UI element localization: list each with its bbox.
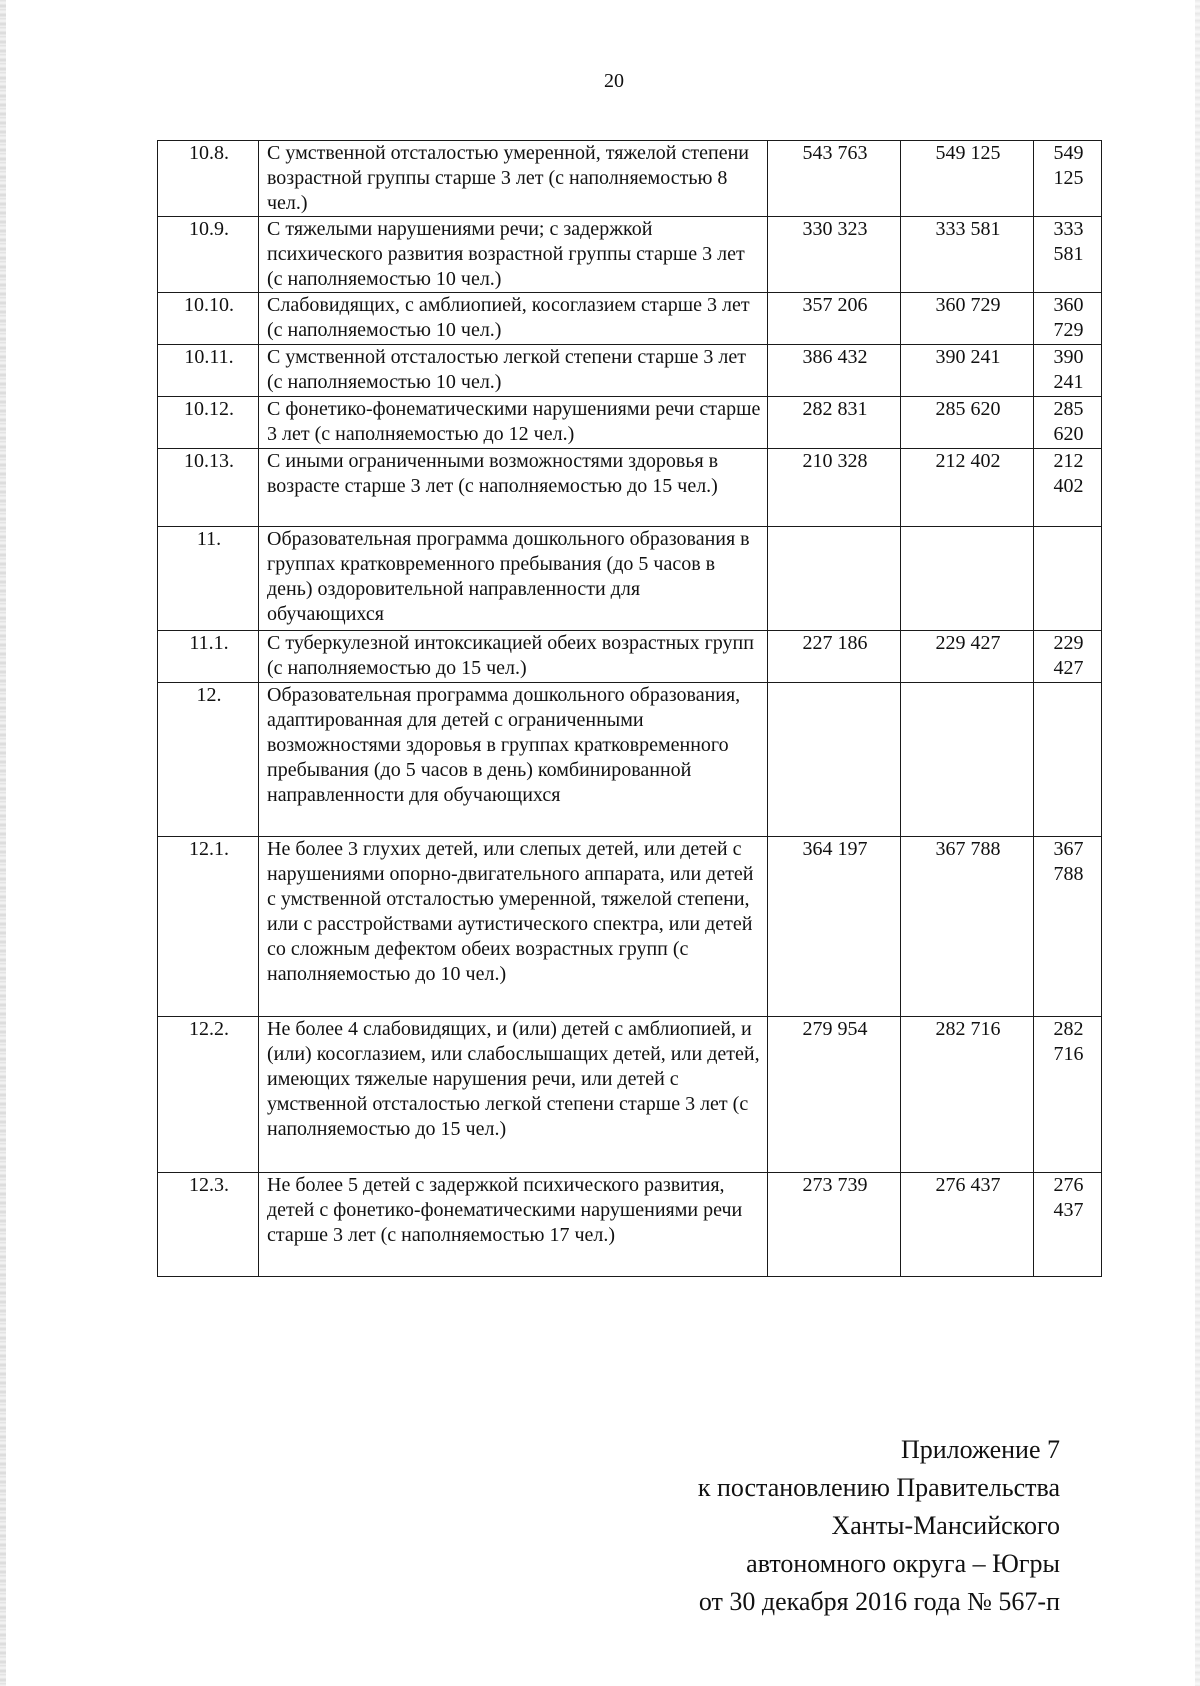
row-description: Слабовидящих, с амблиопией, косоглазием старше 3 лет (с наполняемостью 10 чел.) bbox=[259, 293, 768, 345]
row-number: 10.9. bbox=[158, 217, 259, 293]
row-value-2: 282 716 bbox=[901, 1017, 1034, 1173]
row-description: С иными ограниченными возможностями здоровья в возрасте старше 3 лет (с наполняемостью до 15 чел.) bbox=[259, 449, 768, 527]
row-value-2: 360 729 bbox=[901, 293, 1034, 345]
row-description: Не более 4 слабовидящих, и (или) детей с амблиопией, и (или) косоглазием, или слабослышащих детей, или детей, имеющих тяжелые нарушения речи, или детей с умственной отсталостью легкой степени старше 3 лет (с наполняемостью до 15 чел.) bbox=[259, 1017, 768, 1173]
row-value-1: 357 206 bbox=[768, 293, 901, 345]
row-description: Не более 5 детей с задержкой психического развития, детей с фонетико-фонематическими нарушениями речи старше 3 лет (с наполняемостью 17 чел.) bbox=[259, 1173, 768, 1277]
row-value-1: 210 328 bbox=[768, 449, 901, 527]
row-description: С туберкулезной интоксикацией обеих возрастных групп (с наполняемостью до 15 чел.) bbox=[259, 631, 768, 683]
row-description: С умственной отсталостью легкой степени старше 3 лет (с наполняемостью 10 чел.) bbox=[259, 345, 768, 397]
row-number: 10.11. bbox=[158, 345, 259, 397]
row-description: С умственной отсталостью умеренной, тяжелой степени возрастной группы старше 3 лет (с наполняемостью 8 чел.) bbox=[259, 141, 768, 217]
row-value-2: 285 620 bbox=[901, 397, 1034, 449]
tariff-table bbox=[157, 140, 1102, 1277]
row-value-3: 229 427 bbox=[1034, 631, 1102, 683]
row-value-3: 367 788 bbox=[1034, 837, 1102, 1017]
row-value-1: 364 197 bbox=[768, 837, 901, 1017]
row-value-1: 227 186 bbox=[768, 631, 901, 683]
row-value-3: 285 620 bbox=[1034, 397, 1102, 449]
appendix-reference bbox=[698, 1431, 1060, 1621]
table-row bbox=[158, 217, 1102, 293]
table-row bbox=[158, 345, 1102, 397]
row-description: Образовательная программа дошкольного образования, адаптированная для детей с ограниченными возможностями здоровья в группах кратковременного пребывания (до 5 часов в день) комбинированной направленности для обучающихся bbox=[259, 683, 768, 837]
row-value-2: 390 241 bbox=[901, 345, 1034, 397]
row-description: Образовательная программа дошкольного образования в группах кратковременного пребывания (до 5 часов в день) оздоровительной направленности для обучающихся bbox=[259, 527, 768, 631]
row-value-3: 282 716 bbox=[1034, 1017, 1102, 1173]
row-value-3 bbox=[1034, 683, 1102, 837]
row-number: 10.13. bbox=[158, 449, 259, 527]
table-row bbox=[158, 293, 1102, 345]
row-value-3: 390 241 bbox=[1034, 345, 1102, 397]
row-description: Не более 3 глухих детей, или слепых детей, или детей с нарушениями опорно-двигательного аппарата, или детей с умственной отсталостью умеренной, тяжелой степени, или с расстройствами аутистического спектра, или детей со сложным дефектом обеих возрастных групп (с наполняемостью до 10 чел.) bbox=[259, 837, 768, 1017]
appendix-okrug-line: автономного округа – Югры bbox=[746, 1549, 1060, 1578]
row-number: 12.3. bbox=[158, 1173, 259, 1277]
table-row bbox=[158, 397, 1102, 449]
table-row bbox=[158, 631, 1102, 683]
table-row bbox=[158, 683, 1102, 837]
row-value-2: 333 581 bbox=[901, 217, 1034, 293]
row-value-2: 276 437 bbox=[901, 1173, 1034, 1277]
row-value-1: 282 831 bbox=[768, 397, 901, 449]
row-value-1: 330 323 bbox=[768, 217, 901, 293]
row-number: 11. bbox=[158, 527, 259, 631]
row-value-3: 333 581 bbox=[1034, 217, 1102, 293]
row-description: С фонетико-фонематическими нарушениями речи старше 3 лет (с наполняемостью до 12 чел.) bbox=[259, 397, 768, 449]
row-number: 12.2. bbox=[158, 1017, 259, 1173]
row-number: 11.1. bbox=[158, 631, 259, 683]
scan-edge-left bbox=[0, 0, 6, 1686]
row-value-2 bbox=[901, 683, 1034, 837]
appendix-date-line: от 30 декабря 2016 года № 567-п bbox=[698, 1587, 1060, 1616]
table-row bbox=[158, 527, 1102, 631]
row-value-2: 367 788 bbox=[901, 837, 1034, 1017]
row-value-3: 360 729 bbox=[1034, 293, 1102, 345]
scan-edge-right bbox=[1195, 0, 1200, 1686]
row-value-3: 212 402 bbox=[1034, 449, 1102, 527]
row-value-1: 279 954 bbox=[768, 1017, 901, 1173]
row-number: 10.12. bbox=[158, 397, 259, 449]
row-value-3: 549 125 bbox=[1034, 141, 1102, 217]
appendix-title: Приложение 7 bbox=[900, 1435, 1060, 1464]
row-value-3: 276 437 bbox=[1034, 1173, 1102, 1277]
row-value-2 bbox=[901, 527, 1034, 631]
row-number: 12.1. bbox=[158, 837, 259, 1017]
table-row bbox=[158, 1173, 1102, 1277]
appendix-decree-line: к постановлению Правительства bbox=[697, 1473, 1060, 1502]
row-number: 12. bbox=[158, 683, 259, 837]
table-row bbox=[158, 141, 1102, 217]
page-number: 20 bbox=[604, 70, 624, 92]
row-value-1 bbox=[768, 683, 901, 837]
table-row bbox=[158, 837, 1102, 1017]
row-value-1 bbox=[768, 527, 901, 631]
row-value-2: 212 402 bbox=[901, 449, 1034, 527]
table-body bbox=[158, 141, 1102, 1277]
row-description: С тяжелыми нарушениями речи; с задержкой психического развития возрастной группы старше 3 лет (с наполняемостью 10 чел.) bbox=[259, 217, 768, 293]
appendix-region-line: Ханты-Мансийского bbox=[831, 1511, 1060, 1540]
row-number: 10.10. bbox=[158, 293, 259, 345]
row-value-1: 543 763 bbox=[768, 141, 901, 217]
row-number: 10.8. bbox=[158, 141, 259, 217]
row-value-3 bbox=[1034, 527, 1102, 631]
table-row bbox=[158, 1017, 1102, 1173]
row-value-2: 229 427 bbox=[901, 631, 1034, 683]
row-value-1: 386 432 bbox=[768, 345, 901, 397]
row-value-1: 273 739 bbox=[768, 1173, 901, 1277]
table-row bbox=[158, 449, 1102, 527]
row-value-2: 549 125 bbox=[901, 141, 1034, 217]
